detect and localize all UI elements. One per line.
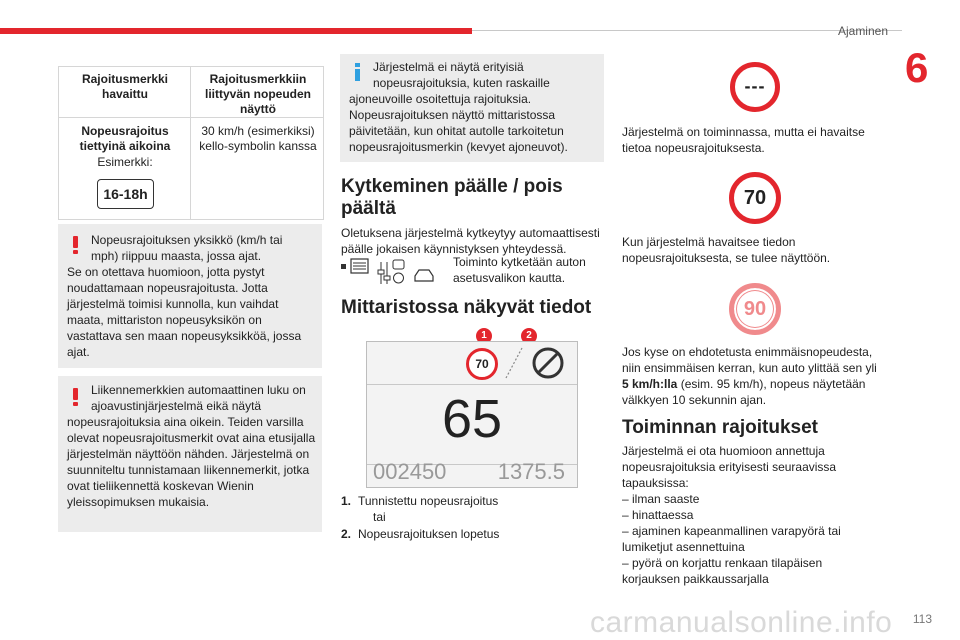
text-suggested-bold: 5 km/h:lla	[622, 377, 678, 391]
text-suggested-a: Jos kyse on ehdotetusta enimmäisnopeudesta, niin ensimmäisen kerran, kun auto ylittää sen yli	[622, 345, 877, 375]
legend-text-2: Nopeusrajoituksen lopetus	[358, 527, 500, 541]
callout-badge-2: 2	[521, 328, 537, 344]
sign-no-info: ---	[730, 62, 780, 112]
warning-body: nopeusrajoituksia aina oikein. Teiden varsilla olevat nopeusrajoitusmerkit ovat aina etusijalla järjestelmän näyttöön nähden. Järjestelmä on suunniteltu tunnistamaan liikennemerkit, jotka ovat tieliikennettä koskevan Wienin yleissopimuksen mukaisia.	[67, 415, 316, 509]
list-item: – ilman saaste	[622, 492, 700, 506]
callout-badge-1: 1	[476, 328, 492, 344]
instrument-panel-display	[366, 341, 578, 488]
vehicle-speed: 65	[441, 389, 503, 449]
legend-num-2: 2.	[341, 527, 352, 541]
settings-note: Toiminto kytketään auton asetusvalikon kautta.	[453, 255, 586, 285]
table-cell-example: Esimerkki:	[97, 155, 153, 169]
info-first-lines: Järjestelmä ei näytä erityisiä nopeusrajoituksia, kuten raskaille	[373, 60, 550, 90]
table-row-divider	[59, 117, 323, 118]
chapter-number: 6	[905, 44, 929, 91]
text-detected: Kun järjestelmä havaitsee tiedon nopeusrajoituksesta, se tulee näyttöön.	[622, 235, 831, 265]
table-column-divider	[190, 67, 191, 219]
speed-limit-sign-small: 70	[466, 348, 498, 380]
warning-box-units	[58, 224, 322, 368]
list-item: – ajaminen kapeanmallinen varapyörä tai lumiketjut asennettuina	[622, 524, 841, 554]
header-accent-bar	[0, 28, 472, 34]
text-suggested-speed	[622, 344, 884, 408]
text-no-info: Järjestelmä on toiminnassa, mutta ei havaitse tietoa nopeusrajoituksesta.	[622, 125, 865, 155]
legend-num-1: 1.	[341, 494, 352, 508]
warning-icon	[73, 388, 78, 404]
warning-first-lines: Nopeusrajoituksen yksikkö (km/h tai mph) riippuu maasta, jossa ajat.	[91, 233, 283, 263]
legend-sub-1: tai	[373, 510, 386, 524]
heading-instrument-panel: Mittaristossa näkyvät tiedot	[341, 297, 592, 318]
warning-icon	[73, 236, 78, 252]
settings-icons	[341, 258, 441, 286]
sign-70: 70	[729, 172, 781, 224]
table-header-display: Rajoitusmerkkiin liittyvän nopeuden näyttö	[204, 72, 311, 116]
limitations-list	[622, 491, 877, 587]
odometer: 002450	[373, 459, 447, 484]
heading-on-off: Kytkeminen päälle / pois päältä	[341, 176, 563, 219]
list-item: – pyörä on korjattu renkaan tilapäisen korjauksen paikkaussarjalla	[622, 556, 823, 586]
time-sign-16-18h: 16-18h	[97, 179, 154, 209]
text-suggested-b: (esim. 95 km/h), nopeus näytetään välkkyen 10 sekunnin ajan.	[622, 377, 866, 407]
legend-text-1: Tunnistettu nopeusrajoitus	[358, 494, 499, 508]
display-divider	[367, 384, 577, 385]
table-cell-display-text: 30 km/h (esimerkiksi) kello-symbolin kanssa	[199, 124, 317, 153]
text-limitations-intro: Järjestelmä ei ota huomioon annettuja nopeusrajoituksia erityisesti seuraavissa tapauksissa:	[622, 444, 837, 490]
heading-limitations: Toiminnan rajoitukset	[622, 417, 819, 438]
list-item: – hinattaessa	[622, 508, 694, 522]
info-icon	[355, 63, 360, 81]
watermark: carmanualsonline.info	[590, 606, 893, 639]
warning-box-reading	[58, 376, 322, 532]
sign-90-flashing: 90	[729, 283, 781, 335]
speed-sign-table	[58, 66, 324, 220]
settings-menu-icon	[341, 258, 441, 286]
warning-first-lines: Liikennemerkkien automaattinen luku on ajoavustinjärjestelmä eikä näytä	[91, 383, 306, 413]
info-box	[340, 54, 604, 162]
table-cell-time-limit: Nopeusrajoitus tiettyinä aikoina	[79, 124, 171, 153]
table-header-detected: Rajoitusmerkki havaittu	[81, 72, 169, 101]
page-number: 113	[912, 612, 932, 626]
warning-body: Se on otettava huomioon, jotta pystyt noudattamaan nopeusrajoitusta. Jotta järjestelmä toimisi kunnolla, kun vaihdat maata, mittariston nopeusyksikön on vastattava sen maan nopeusyksikköä, jossa ajat.	[67, 265, 302, 359]
end-of-limit-icon	[500, 344, 572, 382]
trip-meter: 1375.5	[497, 459, 565, 484]
paragraph-on-off: Oletuksena järjestelmä kytkeytyy automaattisesti päälle jokaisen käynnistyksen yhteydessä.	[341, 226, 600, 256]
section-title: Ajaminen	[837, 24, 888, 38]
info-body: ajoneuvoille osoitettuja rajoituksia. Nopeusrajoituksen näyttö mittaristossa päivitetään, kun ohitat autolle tarkoitetun nopeusrajoitusmerkin (kevyet ajoneuvot).	[349, 92, 568, 154]
